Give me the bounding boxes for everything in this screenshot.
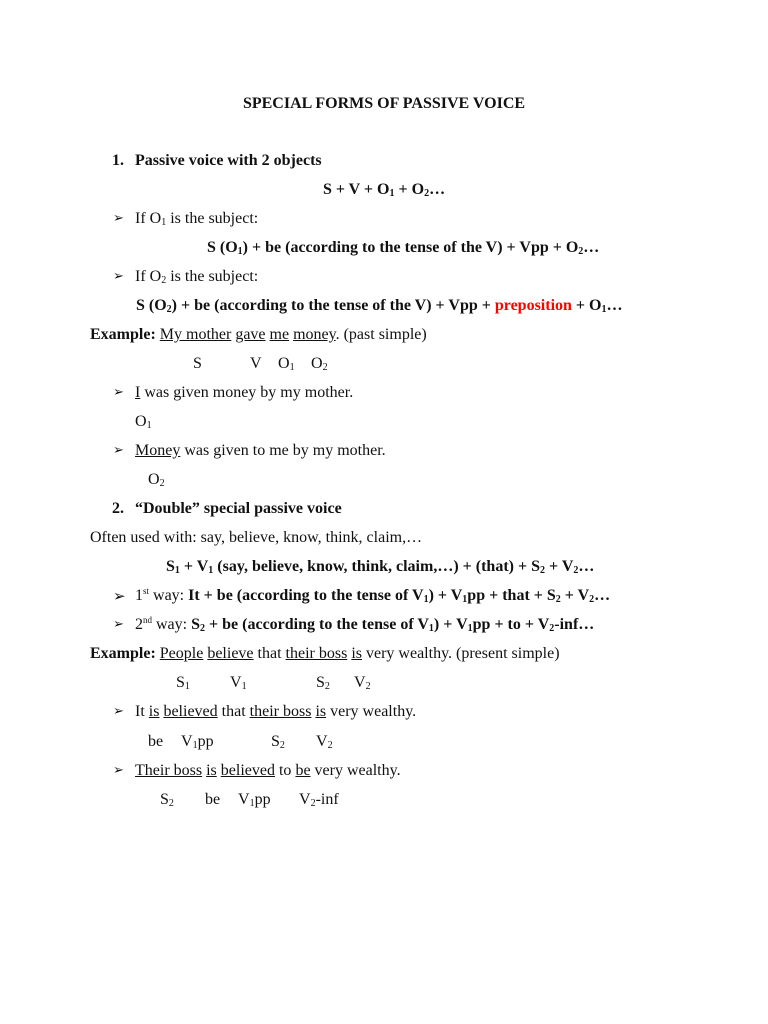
arrow-bullet-icon: ➢ (113, 763, 124, 778)
tag-answer1: $O_1$ (135, 413, 152, 431)
second-way-line: 2nd way: $S_2$ + be (according to the tense of $V_1) + V_1pp$ + to + $V_2-inf\dots$ (135, 615, 595, 634)
tag-v1: $V_1$ (230, 674, 247, 692)
tag-s1: $S_1$ (176, 674, 190, 692)
formula-two-objects: $S + V + O_1$ + $O_2\dots$ (322, 181, 446, 199)
tag-be: be (148, 733, 164, 750)
if-o2-line: If $O_2$ is the subject: (135, 268, 259, 286)
section2-number: 2. (112, 500, 124, 517)
tag-v1pp: $V_1pp$ (238, 791, 271, 809)
example2-answer2: Their boss is believed to be very wealthy. (135, 762, 401, 779)
tag-v2: $V_2$ (354, 674, 371, 692)
formula-double-passive: $S_1 + V_1$ (say, believe, know, think, claim,…) + (that) + $S_2$ + $V_2\dots$ (166, 558, 595, 576)
section1-number: 1. (112, 152, 124, 169)
section2-intro: Often used with: say, believe, know, think, claim,… (90, 529, 423, 546)
tag-v1pp: $V_1pp$ (181, 733, 214, 751)
tag-s2: $S_2$ (271, 733, 285, 751)
tag-o1: $O_1$ (278, 355, 295, 373)
tag-s: S (193, 355, 202, 372)
section1-heading: Passive voice with 2 objects (135, 152, 322, 169)
arrow-bullet-icon: ➢ (113, 587, 126, 605)
if-o1-line: If $O_1$ is the subject: (135, 210, 259, 228)
arrow-bullet-icon: ➢ (113, 704, 124, 719)
example2-sentence: Example: People believe that their boss is very wealthy. (present simple) (90, 645, 560, 662)
formula-o2-subject: S $(O_2)$ + be (according to the tense of the V) + Vpp + preposition + $O_1\dots$ (136, 297, 623, 315)
tag-o2: $O_2$ (311, 355, 328, 373)
example1-sentence: Example: My mother gave me money. (past simple) (90, 326, 427, 343)
arrow-bullet-icon: ➢ (113, 269, 124, 284)
tag-s2: $S_2$ (160, 791, 174, 809)
formula-o1-subject: S $(O_1)$ + be (according to the tense of the V) + Vpp + $O_2\dots$ (207, 239, 600, 257)
arrow-bullet-icon: ➢ (113, 617, 124, 632)
arrow-bullet-icon: ➢ (113, 211, 124, 226)
first-way-line: 1st way: It + be (according to the tense of $V_1) + V_1pp$ + that + $S_2$ + $V_2\dots$ (135, 586, 611, 605)
tag-be: be (205, 791, 221, 808)
tag-v2: $V_2$ (316, 733, 333, 751)
tag-v: V (250, 355, 262, 372)
example2-answer1: It is believed that their boss is very wealthy. (135, 703, 417, 720)
tag-v2-inf: $V_2$-inf (299, 791, 339, 809)
section2-heading: “Double” special passive voice (135, 500, 342, 517)
page-title: SPECIAL FORMS OF PASSIVE VOICE (242, 95, 526, 112)
arrow-bullet-icon: ➢ (113, 385, 124, 400)
example1-answer2: Money was given to me by my mother. (135, 442, 386, 459)
tag-answer2: $O_2$ (148, 471, 165, 489)
example1-answer1: I was given money by my mother. (135, 384, 354, 401)
arrow-bullet-icon: ➢ (113, 443, 124, 458)
tag-s2: $S_2$ (316, 674, 330, 692)
preposition-text: preposition (494, 297, 572, 314)
